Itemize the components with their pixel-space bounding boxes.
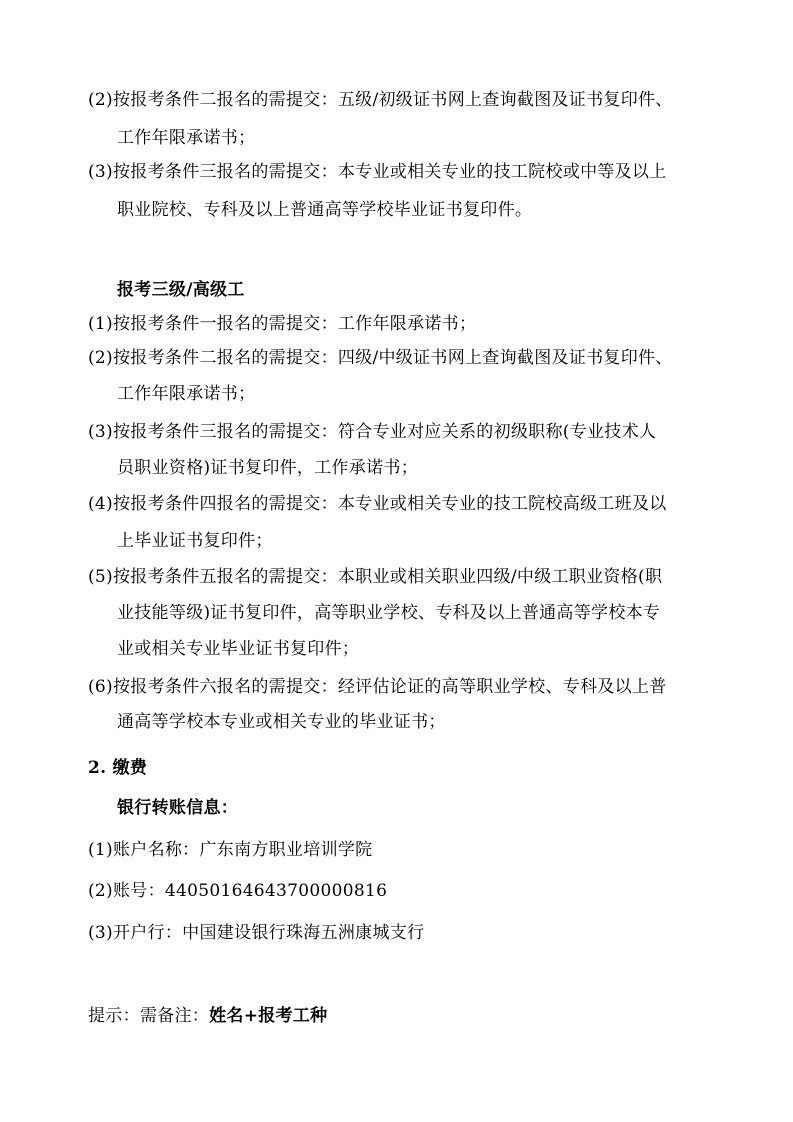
paragraph-line: 业或相关专业毕业证书复印件； [117, 639, 360, 659]
paragraph-line: (3)按报考条件三报名的需提交：本专业或相关专业的技工院校或中等及以上 [88, 162, 667, 182]
paragraph-line: 工作年限承诺书； [117, 128, 256, 148]
paragraph-line: 员职业资格)证书复印件，工作承诺书； [117, 458, 419, 478]
paragraph-line: (4)按报考条件四报名的需提交：本专业或相关专业的技工院校高级工班及以 [88, 494, 667, 514]
note-line [88, 1005, 327, 1027]
paragraph-line: 上毕业证书复印件； [117, 531, 273, 551]
note-label: 提示：需备注： [88, 1006, 210, 1026]
bank-info-line: (3)开户行：中国建设银行珠海五洲康城支行 [88, 923, 425, 943]
paragraph-line: (2)按报考条件二报名的需提交：五级/初级证书网上查询截图及证书复印件、 [88, 90, 673, 110]
paragraph-line: (2)按报考条件二报名的需提交：四级/中级证书网上查询截图及证书复印件、 [88, 348, 673, 368]
paragraph-line: 通高等学校本专业或相关专业的毕业证书； [117, 712, 446, 732]
paragraph-line: 工作年限承诺书； [117, 384, 256, 404]
paragraph-line: (6)按报考条件六报名的需提交：经评估论证的高等职业学校、专科及以上普 [88, 677, 667, 697]
note-content: 姓名+报考工种 [209, 1006, 328, 1026]
section-heading: 报考三级/高级工 [117, 280, 245, 300]
paragraph-line: 业技能等级)证书复印件，高等职业学校、专科及以上普通高等学校本专 [117, 603, 661, 623]
paragraph-line: (1)按报考条件一报名的需提交：工作年限承诺书； [88, 314, 477, 334]
section-heading: 2. 缴费 [88, 758, 148, 778]
paragraph-line: (5)按报考条件五报名的需提交：本职业或相关职业四级/中级工职业资格(职 [88, 567, 663, 587]
section-subheading: 银行转账信息： [117, 798, 239, 818]
bank-info-line: (1)账户名称：广东南方职业培训学院 [88, 840, 373, 860]
paragraph-line: 职业院校、专科及以上普通高等学校毕业证书复印件。 [117, 200, 533, 220]
paragraph-line: (3)按报考条件三报名的需提交：符合专业对应关系的初级职称(专业技术人 [88, 422, 657, 442]
bank-info-line: (2)账号：44050164643700000816 [88, 881, 388, 901]
